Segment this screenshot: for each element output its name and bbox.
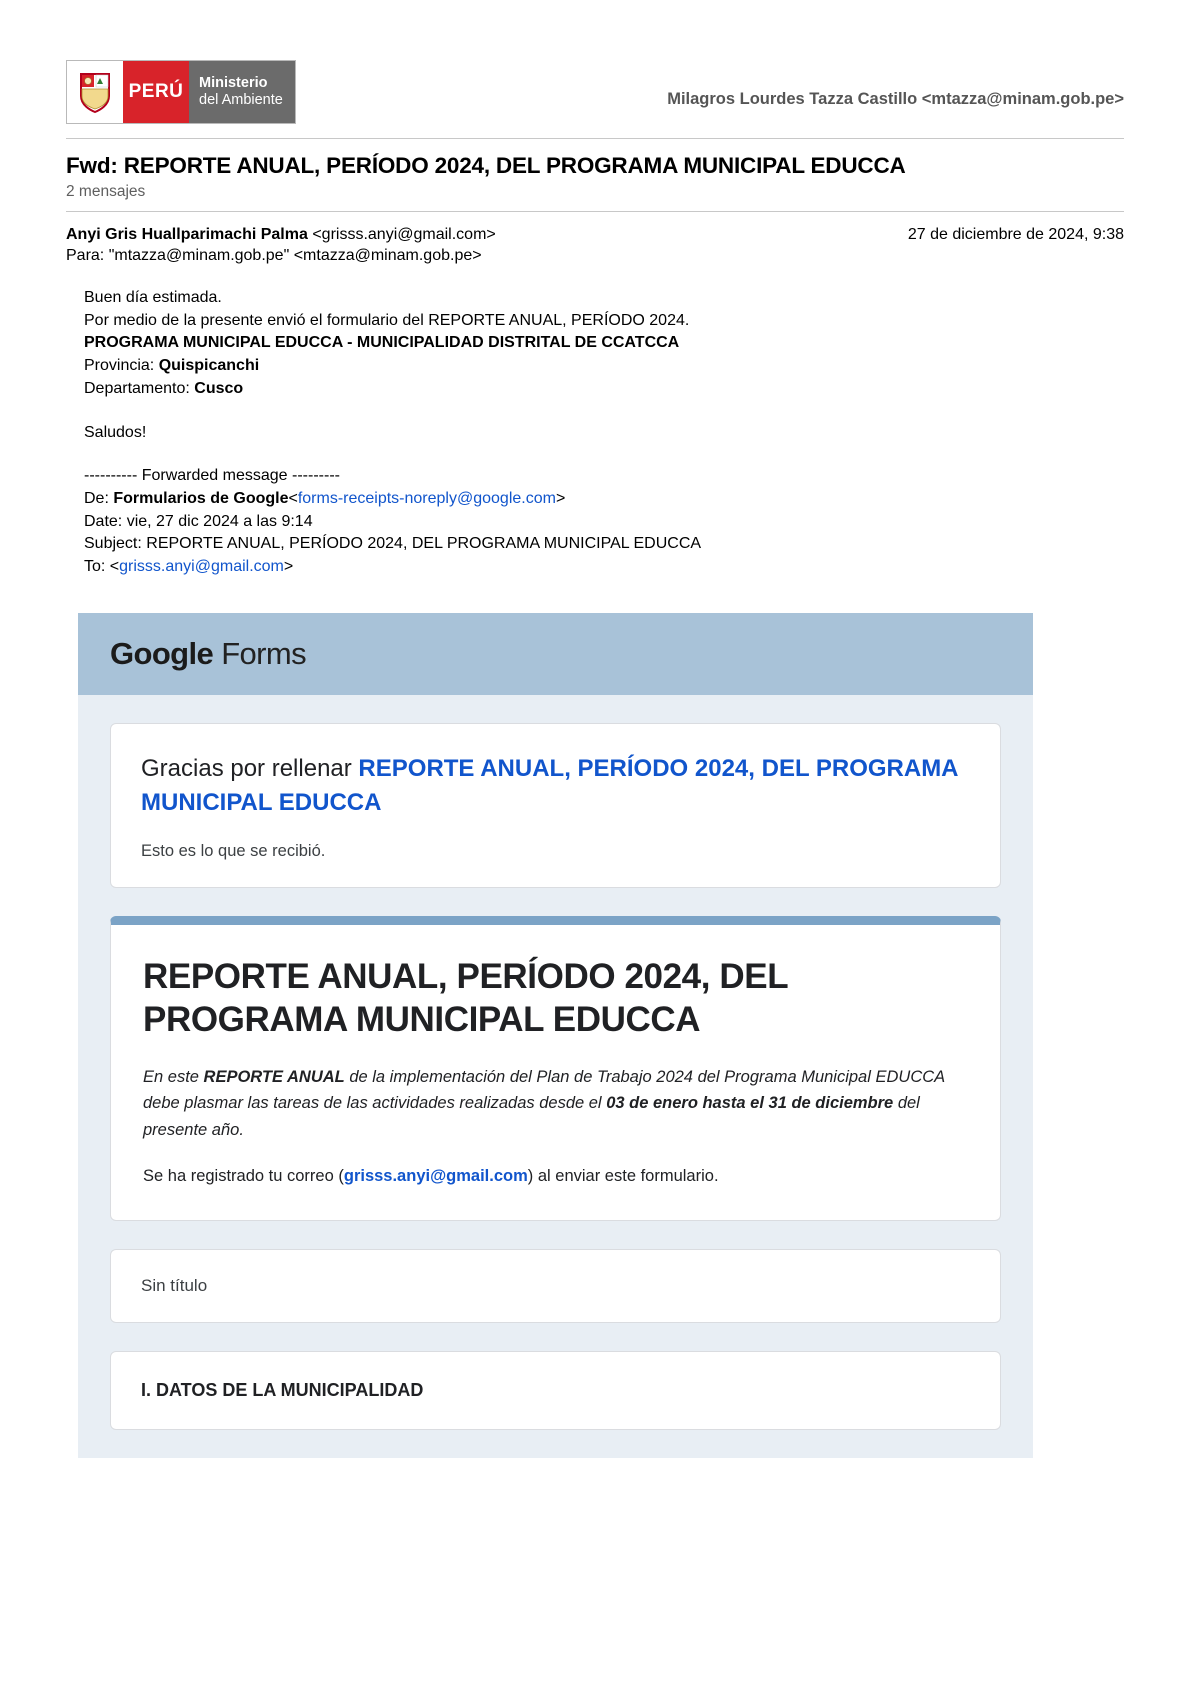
forwarded-to — [84, 556, 1124, 579]
forwarded-date: Date: vie, 27 dic 2024 a las 9:14 — [84, 512, 313, 530]
body-province — [84, 355, 1124, 378]
sender-name: Anyi Gris Huallparimachi Palma — [66, 226, 308, 243]
form-desc-bold2: 03 de enero hasta el 31 de diciembre — [606, 1094, 894, 1113]
form-desc-part3: del presente año. — [143, 1094, 920, 1139]
page-title: Fwd: REPORTE ANUAL, PERÍODO 2024, DEL PROGRAMA MUNICIPAL EDUCCA — [66, 153, 906, 178]
thanks-card — [110, 723, 1001, 888]
forwarded-from — [84, 488, 1124, 511]
department-label: Departamento: — [84, 379, 195, 397]
form-summary-card — [110, 916, 1001, 1221]
form-description — [143, 1064, 968, 1143]
section-1-label: I. DATOS DE LA MUNICIPALIDAD — [141, 1380, 424, 1401]
fwd-from-email[interactable]: forms-receipts-noreply@google.com — [297, 490, 556, 508]
google-forms-receipt — [78, 613, 1033, 1458]
form-desc-part1: En este — [143, 1067, 204, 1086]
section-1-card — [110, 1351, 1001, 1430]
logo-ministry-text — [189, 61, 295, 123]
message-body — [66, 287, 1124, 579]
logo-peru-label: PERÚ — [123, 61, 189, 123]
registered-email-prefix: Se ha registrado tu correo ( — [143, 1167, 344, 1186]
body-spacer-1 — [84, 401, 1124, 422]
fwd-to-label: To: < — [84, 558, 120, 576]
message-count: 2 mensajes — [66, 183, 146, 200]
body-line-2: Por medio de la presente envió el formulario del REPORTE ANUAL, PERÍODO 2024. — [84, 311, 690, 329]
body-program-line — [84, 332, 1124, 355]
message-meta — [66, 212, 1124, 244]
registered-email-value: grisss.anyi@gmail.com — [343, 1167, 528, 1186]
body-program-text: PROGRAMA MUNICIPAL EDUCCA - MUNICIPALIDAD DISTRITAL DE CCATCCA — [84, 334, 680, 352]
thanks-prefix: Gracias por rellenar — [141, 754, 359, 782]
registered-email-suffix: ) al enviar este formulario. — [527, 1167, 719, 1186]
province-label: Provincia: — [84, 357, 159, 375]
thanks-subtext: Esto es lo que se recibió. — [141, 842, 326, 861]
province-value: Quispicanchi — [158, 357, 260, 375]
thanks-form-name: REPORTE ANUAL, PERÍODO 2024, DEL PROGRAMA MUNICIPAL EDUCCA — [141, 754, 958, 816]
google-forms-brand-bold: Google — [110, 635, 214, 671]
google-forms-brand-light: Forms — [213, 635, 307, 671]
google-forms-header — [78, 613, 1033, 695]
body-spacer-2 — [84, 444, 1124, 465]
form-desc-bold1: REPORTE ANUAL — [203, 1067, 345, 1086]
logo-ministry-line1: Ministerio — [199, 74, 268, 91]
registered-email-line — [143, 1167, 968, 1186]
fwd-from-close: > — [555, 490, 566, 508]
untitled-section-label: Sin título — [141, 1276, 208, 1296]
fwd-from-name: Formularios de Google — [113, 490, 289, 508]
forwarded-subject: Subject: REPORTE ANUAL, PERÍODO 2024, DEL PROGRAMA MUNICIPAL EDUCCA — [84, 535, 702, 553]
sender-email: <grisss.anyi@gmail.com> — [312, 226, 496, 243]
forwarded-divider: ---------- Forwarded message --------- — [84, 467, 340, 485]
peru-coat-of-arms-icon — [67, 61, 123, 123]
fwd-from-label: De: — [84, 490, 114, 508]
account-owner: Milagros Lourdes Tazza Castillo <mtazza@minam.gob.pe> — [667, 90, 1124, 108]
minam-logo — [66, 60, 296, 124]
body-greeting: Buen día estimada. — [84, 289, 222, 306]
message-date: 27 de diciembre de 2024, 9:38 — [907, 226, 1124, 243]
department-value: Cusco — [194, 379, 244, 397]
sender-line — [66, 226, 496, 244]
form-title: REPORTE ANUAL, PERÍODO 2024, DEL PROGRAMA MUNICIPAL EDUCCA — [143, 957, 788, 1040]
thanks-title — [141, 752, 970, 820]
fwd-from-open: < — [288, 490, 298, 508]
fwd-to-email[interactable]: grisss.anyi@gmail.com — [119, 558, 284, 576]
body-closing: Saludos! — [84, 423, 147, 441]
recipient-line: Para: "mtazza@minam.gob.pe" <mtazza@minam.gob.pe> — [66, 247, 482, 264]
body-department — [84, 378, 1124, 401]
logo-ministry-line2: del Ambiente — [199, 92, 283, 108]
fwd-to-close: > — [283, 558, 294, 576]
form-desc-part2: de la implementación del Plan de Trabajo 2024 del Programa Municipal EDUCCA debe plasmar las tareas de las actividades realizadas desde el — [143, 1067, 945, 1113]
untitled-section-card — [110, 1249, 1001, 1323]
thread-header — [66, 139, 1124, 201]
mail-header — [66, 60, 1124, 138]
google-forms-logo — [110, 636, 306, 672]
